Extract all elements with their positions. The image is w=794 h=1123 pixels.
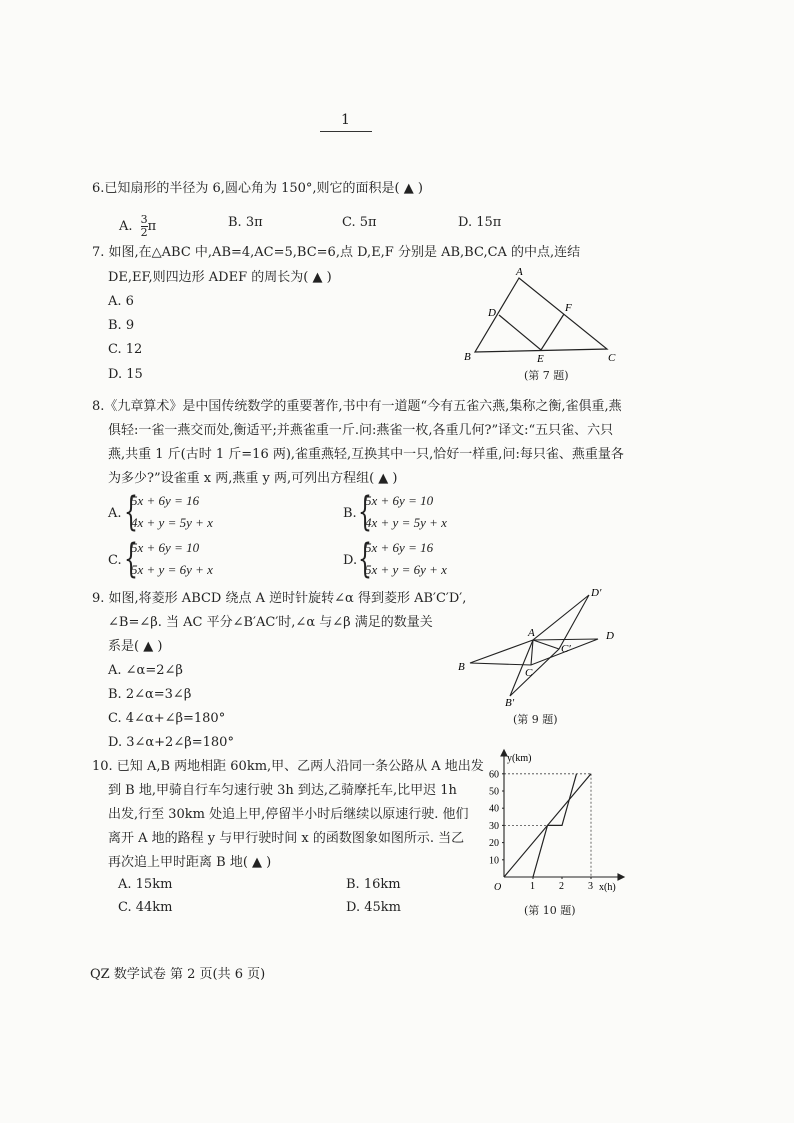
q7-label-b: B (464, 351, 471, 363)
q9-stem-line1: 9. 如图,将菱形 ABCD 绕点 A 逆时针旋转∠α 得到菱形 AB′C′D′, (92, 591, 467, 606)
q9-label-d-prime: D′ (591, 587, 602, 599)
q8-stem-line1: 8.《九章算术》是中国传统数学的重要著作,书中有一道题“今有五雀六燕,集称之衡,雀俱重,燕 (92, 399, 622, 414)
q9-segment-ac-prime (533, 640, 559, 649)
q6-stem: 6.已知扇形的半径为 6,圆心角为 150°,则它的面积是( ▲ ) (92, 181, 423, 196)
q9-stem-line2: ∠B=∠β. 当 AC 平分∠B′AC′时,∠α 与∠β 满足的数量关 (108, 615, 433, 630)
q9-label-c-prime: C′ (561, 643, 571, 655)
q10-stem-line3: 出发,行至 30km 处追上甲,停留半小时后继续以原速行驶. 他们 (108, 807, 469, 822)
q9-stem-line3: 系是( ▲ ) (108, 639, 163, 654)
q10-x-tick-label: 2 (559, 881, 564, 892)
page-footer: QZ 数学试卷 第 2 页(共 6 页) (90, 967, 266, 982)
q7-triangle-figure (455, 265, 635, 370)
q8-b-brace: { (358, 489, 372, 535)
q9-option-d: D. 3∠α+2∠β=180° (108, 735, 234, 750)
q9-label-b-prime: B′ (505, 697, 515, 709)
q8-b-eq2: 4x + y = 5y + x (365, 515, 447, 530)
q10-y-tick-label: 10 (489, 855, 499, 867)
q7-option-c: C. 12 (108, 342, 143, 357)
q9-label-c: C (525, 667, 533, 679)
q8-d-eq2: 5x + y = 6y + x (365, 562, 447, 577)
q10-stem-line1: 10. 已知 A,B 两地相距 60km,甲、乙两人沿同一条公路从 A 地出发 (92, 759, 484, 774)
q10-stem-line4: 离开 A 地的路程 y 与甲行驶时间 x 的函数图象如图所示. 当乙 (108, 831, 465, 846)
q9-label-b: B (458, 661, 465, 673)
q8-stem-line4: 为多少?”设雀重 x 两,燕重 y 两,可列出方程组( ▲ ) (108, 471, 398, 486)
q6-option-b: B. 3π (228, 215, 263, 230)
q10-option-c: C. 44km (118, 900, 173, 915)
q8-a-eq2: 4x + y = 5y + x (131, 515, 213, 530)
q10-graph (478, 748, 628, 898)
q10-y-axis-label: y(km) (507, 753, 532, 764)
q9-option-c: C. 4∠α+∠β=180° (108, 711, 226, 726)
q7-label-d: D (488, 307, 496, 319)
q7-label-c: C (608, 352, 616, 364)
q7-label-a: A (516, 266, 523, 278)
q8-d-brace: { (358, 536, 372, 582)
q7-option-a: A. 6 (108, 294, 134, 309)
q8-a-brace: { (124, 489, 138, 535)
q9-option-a: A. ∠α=2∠β (108, 663, 183, 678)
q8-d-eq1: 5x + 6y = 16 (365, 540, 434, 555)
q8-c-eq1: 5x + 6y = 10 (131, 540, 200, 555)
q8-a-label: A. (108, 506, 122, 521)
q8-c-label: C. (108, 553, 122, 568)
q10-y-tick-label: 50 (489, 786, 499, 798)
q8-b-eq1: 5x + 6y = 10 (365, 493, 434, 508)
q6-a-denominator: 2 (140, 226, 148, 239)
q8-c-eq2: 5x + y = 6y + x (131, 562, 213, 577)
q7-label-f: F (565, 302, 572, 314)
q6-option-a: A. $\frac{3}{2}$ π (119, 213, 157, 239)
q8-stem-line3: 燕,共重 1 斤(古时 1 斤=16 两),雀重燕轻,互换其中一只,恰好一样重,问:每只雀、燕重量各 (108, 447, 624, 462)
q7-label-e: E (537, 353, 544, 365)
q7-stem-line2: DE,EF,则四边形 ADEF 的周长为( ▲ ) (108, 270, 332, 285)
q8-stem-line2: 俱轻:一雀一燕交而处,衡适平;并燕雀重一斤.问:燕雀一枚,各重几何?”译文:“五只雀、六只 (108, 423, 614, 438)
q10-stem-line2: 到 B 地,甲骑自行车匀速行驶 3h 到达,乙骑摩托车,比甲迟 1h (108, 783, 457, 798)
q10-y-tick-label: 40 (489, 803, 499, 815)
q7-stem-line1: 7. 如图,在△ABC 中,AB=4,AC=5,BC=6,点 D,E,F 分别是 AB,BC,CA 的中点,连结 (92, 245, 581, 260)
q10-x-axis-label: x(h) (599, 882, 616, 893)
q10-y-tick-label: 30 (489, 820, 499, 832)
q8-a-eq1: 5x + 6y = 16 (131, 493, 200, 508)
q8-c-brace: { (124, 536, 138, 582)
q10-origin-label: O (494, 882, 502, 893)
q7-segment-def (499, 314, 564, 350)
q10-y-tick-label: 20 (489, 838, 499, 850)
q10-option-d: D. 45km (346, 900, 401, 915)
q10-option-a: A. 15km (118, 877, 173, 892)
q9-rhombus-abcd (470, 639, 598, 665)
q7-option-d: D. 15 (108, 367, 143, 382)
q9-option-b: B. 2∠α=3∠β (108, 687, 192, 702)
q10-x-tick-label: 3 (588, 881, 593, 892)
q10-stem-line5: 再次追上甲时距离 B 地( ▲ ) (108, 855, 272, 870)
q10-option-b: B. 16km (346, 877, 401, 892)
q10-x-axis-arrow (618, 874, 624, 880)
q8-b-label: B. (343, 506, 357, 521)
q10-x-tick-label: 1 (530, 881, 535, 892)
q6-a-pi: π (147, 219, 157, 234)
q9-rhombus-figure (455, 585, 630, 710)
page-number: 1 (341, 112, 350, 128)
q10-caption: (第 10 题) (524, 904, 576, 917)
q10-series-line-2 (533, 774, 577, 877)
page-number-rule (320, 131, 372, 132)
q7-option-b: B. 9 (108, 318, 135, 333)
q9-label-d: D (606, 630, 614, 642)
q6-a-numerator: 3 (140, 213, 148, 226)
q7-caption: (第 7 题) (524, 369, 569, 382)
q6-option-c: C. 5π (342, 215, 377, 230)
q10-y-tick-label: 60 (489, 769, 499, 781)
q6-option-d: D. 15π (458, 215, 502, 230)
q8-d-label: D. (343, 553, 358, 568)
q9-caption: (第 9 题) (513, 713, 558, 726)
q9-label-a: A (528, 627, 535, 639)
